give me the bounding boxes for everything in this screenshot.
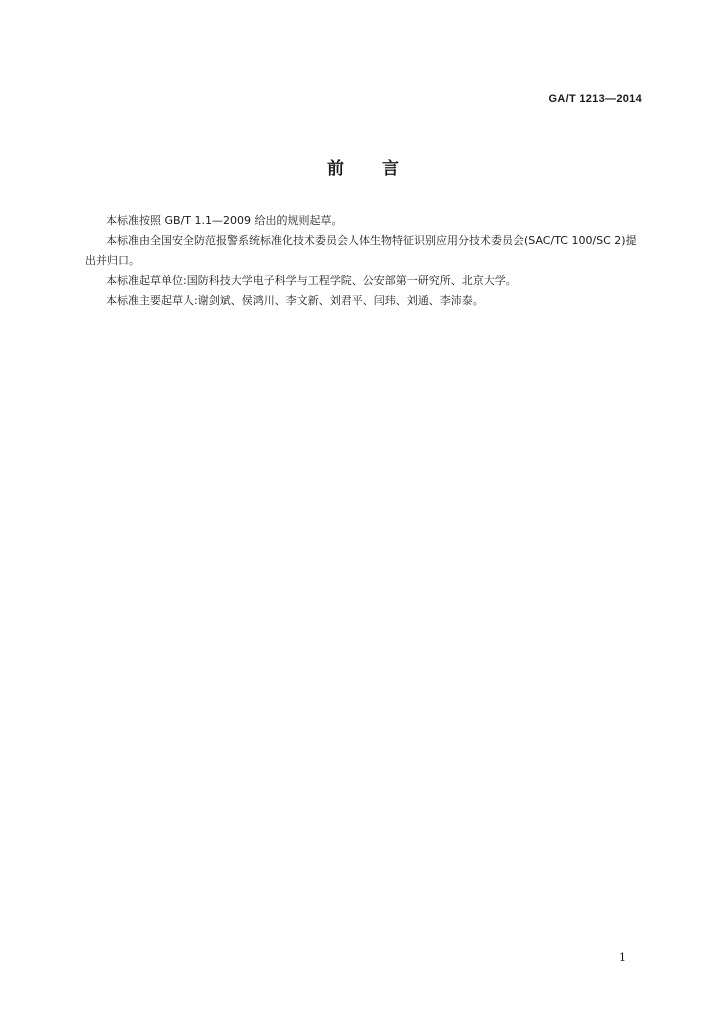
paragraph-drafting-rules: 本标准按照 GB/T 1.1—2009 给出的规则起草。 <box>106 214 343 227</box>
paragraph-drafters: 本标准主要起草人:谢剑斌、侯鸿川、李文新、刘君平、闫玮、刘通、李沛泰。 <box>106 294 484 307</box>
standard-number: GA/T 1213—2014 <box>548 93 642 105</box>
paragraph-proposer: 本标准由全国安全防范报警系统标准化技术委员会人体生物特征识别应用分技术委员会(SAC/TC 100/SC 2)提出并归口。 <box>85 234 637 267</box>
paragraph-drafting-units: 本标准起草单位:国防科技大学电子科学与工程学院、公安部第一研究所、北京大学。 <box>106 274 517 287</box>
foreword-body <box>85 211 645 311</box>
page-number: 1 <box>619 951 626 964</box>
page-title: 前言 <box>327 159 437 179</box>
